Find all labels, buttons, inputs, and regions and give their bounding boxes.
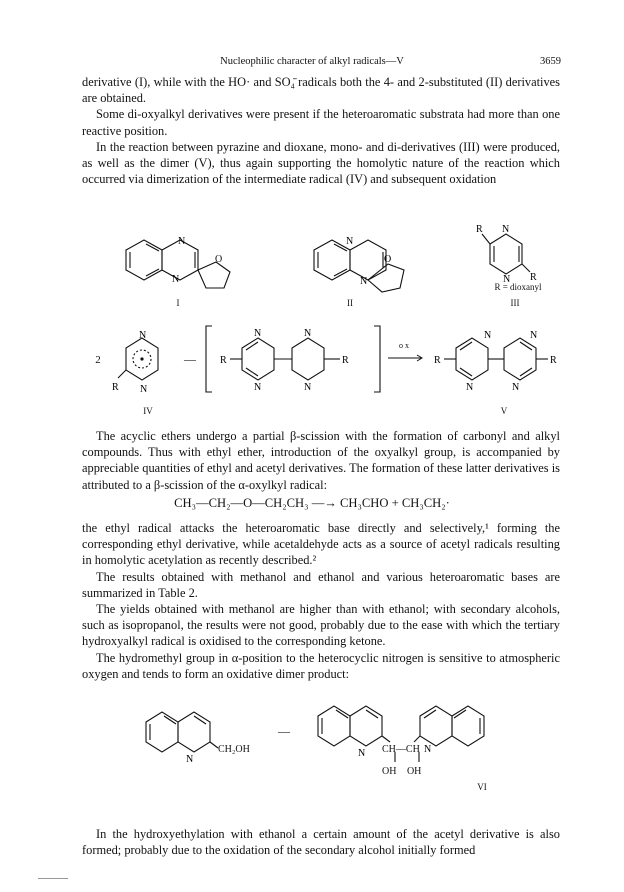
atom-label: N [503, 274, 511, 285]
atom-label: N [172, 274, 180, 285]
structure-IV-radical [112, 330, 172, 396]
oh-group: OH [382, 766, 397, 777]
atom-label: R [112, 382, 119, 393]
atom-label: R [342, 355, 349, 366]
compound-label-V: V [500, 406, 508, 416]
structure-III [470, 222, 560, 286]
atom-label: N [139, 330, 147, 341]
oxidation-label: o x [399, 341, 409, 350]
oh-group: OH [406, 766, 422, 777]
beta-scission-equation: CH₃—CH₂—O—CH₂CH₃ —→ CH₃CHO + CH₃CH₂· [174, 496, 450, 510]
reaction-arrow-1: — [184, 352, 196, 366]
reaction-arrow-2: — [278, 724, 290, 738]
atom-label: N [502, 224, 510, 235]
atom-label: R [220, 355, 227, 366]
structure-dimer-intermediate [204, 322, 382, 396]
text-block-top [82, 74, 560, 187]
r-definition: R = dioxanyl [494, 282, 542, 292]
compound-label-II: II [347, 298, 353, 308]
atom-label: R [434, 355, 441, 366]
paragraph-2: Some di-oxyalkyl derivatives were present if the heteroaromatic substrata had more than one reactive position. [82, 107, 560, 138]
ch-group: CH [405, 744, 420, 755]
structure-II [296, 222, 446, 302]
atom-label: N [512, 382, 520, 393]
atom-label: N [140, 384, 148, 395]
atom-label: R [476, 224, 483, 235]
atom-label: N [358, 748, 366, 759]
stoich-coefficient: 2 [95, 354, 101, 366]
atom-label: N [254, 382, 262, 393]
paragraph-9: In the hydroxyethylation with ethanol a certain amount of the acetyl derivative is also formed; probably due to the oxidation of the secondary alcohol initially formed [82, 827, 560, 858]
atom-label: O [384, 254, 392, 265]
text-block-beta-scission [82, 428, 560, 493]
structure-V [430, 324, 570, 396]
running-header-title: Nucleophilic character of alkyl radicals—V [220, 56, 404, 67]
structure-I [108, 222, 258, 302]
ch2oh-group: CH₂OH [218, 744, 250, 755]
paragraph-5: the ethyl radical attacks the heteroaromatic base directly and selectively,¹ forming the corresponding ethyl derivative, while acetaldehyde acts as a source of acetyl radicals resulting in homolytic acetylation as recently described.² [82, 521, 560, 568]
oh-groups [382, 766, 430, 777]
paragraph-7: The yields obtained with methanol are higher than with ethanol; with secondary alcohols, such as isopropanol, the results were not good, probably due to the ease with which the tertiary hydroxyalkyl radical is oxidised to the corresponding ketone. [82, 602, 560, 649]
atom-label: R [530, 272, 537, 283]
scan-edge-mark [38, 878, 68, 879]
atom-label: N [304, 382, 312, 393]
compound-label-I: I [176, 298, 180, 308]
atom-label: N [178, 236, 186, 247]
text-block-middle [82, 520, 560, 682]
ch-ch-bridge: CH—CH [382, 744, 420, 755]
text-block-bottom [82, 826, 560, 858]
paragraph-8: The hydromethyl group in α-position to the heterocyclic nitrogen is sensitive to atmospheric oxygen and tends to form an oxidative dimer product: [82, 650, 560, 681]
atom-label: O [215, 254, 223, 265]
compound-label-VI: VI [477, 782, 487, 792]
atom-label: N [254, 328, 262, 339]
atom-label: N [424, 744, 432, 755]
atom-label: R [550, 355, 557, 366]
paragraph-6: The results obtained with methanol and ethanol and various heteroaromatic bases are summarized in Table 2. [82, 569, 560, 600]
atom-label: N [466, 382, 474, 393]
ch-group: CH [382, 744, 396, 755]
atom-label: N [484, 330, 492, 341]
page-number: 3659 [540, 56, 561, 67]
compound-label-III: III [510, 298, 520, 308]
paragraph-3: In the reaction between pyrazine and dioxane, mono- and di-derivatives (III) were produced, as well as the dimer (V), thus again supporting the homolytic nature of the reaction which occurred via dimerization of the intermediate radical (IV) and subsequent oxidation [82, 139, 560, 187]
atom-label: N [360, 276, 368, 287]
atom-label: N [530, 330, 538, 341]
atom-label: N [186, 754, 194, 764]
compound-label-IV: IV [143, 406, 153, 416]
atom-label: N [346, 236, 354, 247]
atom-label: N [304, 328, 312, 339]
paragraph-4: The acyclic ethers undergo a partial β-scission with the formation of carbonyl and alkyl compounds. Thus with ethyl ether, introduction of the oxyalkyl group, is accompanied by appreciable quantities of ethyl and acetyl derivatives. The formation of these latter derivatives is attributed to a β-scission of the α-oxylkyl radical: [82, 429, 560, 492]
paragraph-1: derivative (I), while with the HO· and SO₄̄ radicals both the 4- and 2-substituted (II) derivatives are obtained. [82, 75, 560, 106]
